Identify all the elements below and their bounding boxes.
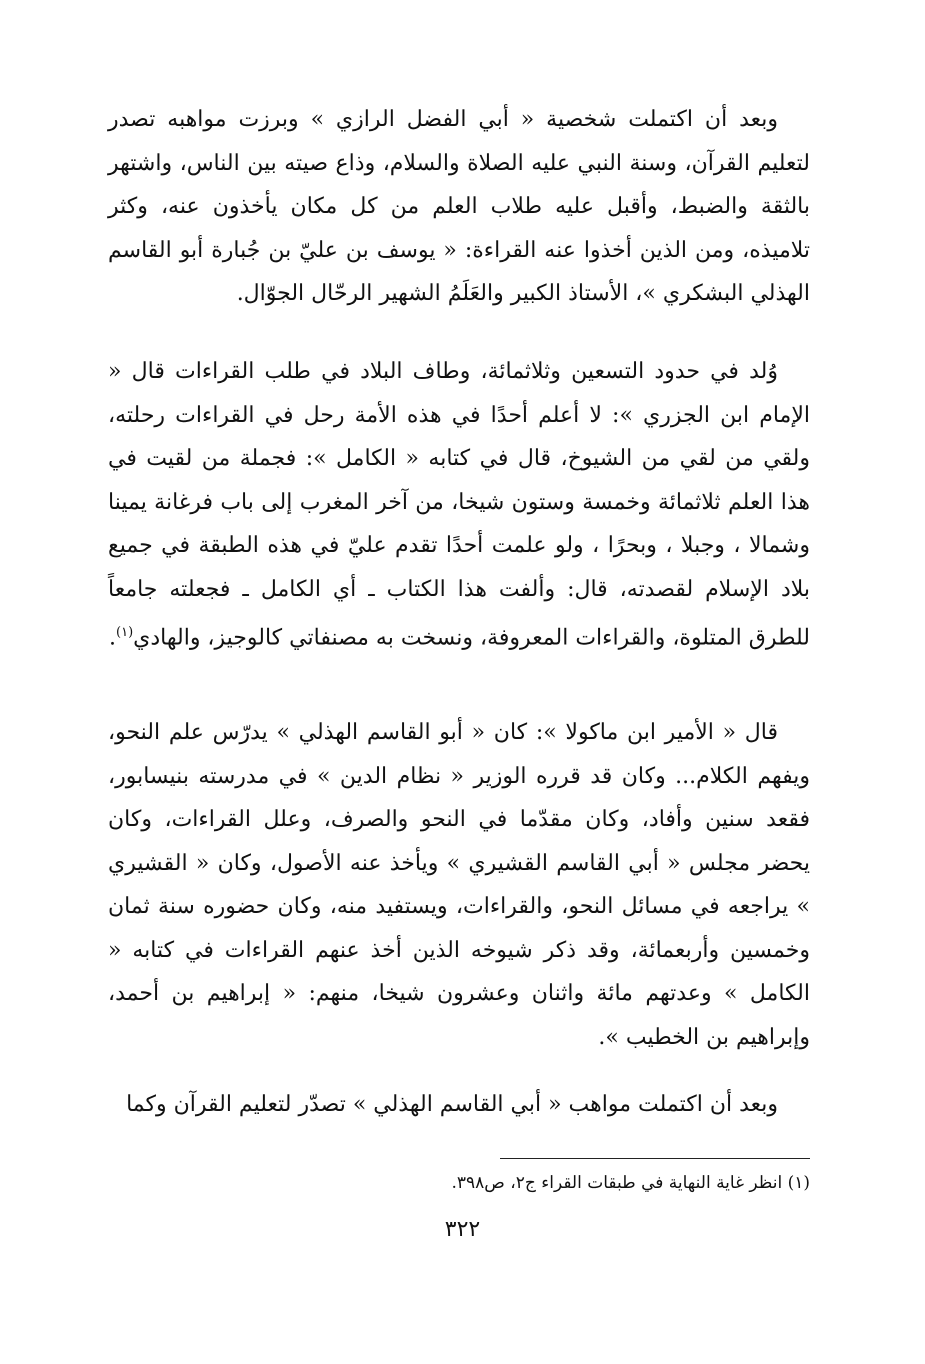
- footnote-divider: [500, 1158, 810, 1159]
- paragraph-3-text: قال « الأمير ابن ماكولا »: كان « أبو القاسم الهذلي » يدرّس علم النحو، ويفهم الكلام... وكان قد قرره الوزير « نظام الدين » في مدرسته بنيسابور، فقعد سنين وأفاد، وكان مقدّما في النحو والصرف، وعلل القراءات، وكان يحضر مجلس « أبي القاسم القشيري » ويأخذ عنه الأصول، وكان « القشيري » يراجعه في مسائل النحو، والقراءات، ويستفيد منه، وكان حضوره سنة ثمان وخمسين وأربعمائة، وقد ذكر شيوخه الذين أخذ عنهم القراءات في كتابه « الكامل » وعدتهم مائة واثنان وعشرون شيخا، منهم: « إبراهيم بن أحمد، وإبراهيم بن الخطيب ».: [108, 720, 810, 1050]
- paragraph-2-text: وُلد في حدود التسعين وثلاثمائة، وطاف البلاد في طلب القراءات قال « الإمام ابن الجزري »: لا أعلم أحدًا في هذه الأمة رحل في القراءات رحلته، ولقي من لقي من الشيوخ، قال في كتابه « الكامل »: فجملة من لقيت في هذا العلم ثلاثمائة وخمسة وستون شيخا، من آخر المغرب إلى باب فرغانة يمينا وشمالا ، وجبلا ، وبحرًا ، ولو علمت أحدًا تقدم عليّ في هذه الطبقة في جميع بلاد الإسلام لقصدته، قال: وألفت هذا الكتاب ـ أي الكامل ـ فجعلته جامعاً للطرق المتلوة، والقراءات المعروفة، ونسخت به مصنفاتي كالوجيز، والهادي: [108, 359, 810, 651]
- paragraph-4-text: وبعد أن اكتملت مواهب « أبي القاسم الهذلي » تصدّر لتعليم القرآن وكما: [126, 1092, 778, 1117]
- paragraph-3: [108, 711, 810, 1059]
- page-number: ٣٢٢: [444, 1217, 481, 1242]
- footnote-reference: (١): [116, 625, 134, 640]
- paragraph-1-text: وبعد أن اكتملت شخصية « أبي الفضل الرازي » وبرزت مواهبه تصدر لتعليم القرآن، وسنة النبي عليه الصلاة والسلام، وذاع صيته بين الناس، واشتهر بالثقة والضبط، وأقبل عليه طلاب العلم من كل مكان يأخذون عنه، وكثر تلاميذه، ومن الذين أخذوا عنه القراءة: « يوسف بن عليّ بن جُبارة أبو القاسم الهذلي البشكري »، الأستاذ الكبير والعَلَمُ الشهير الرحّال الجوّال.: [108, 107, 810, 306]
- paragraph-2: [108, 350, 810, 660]
- paragraph-2-end: .: [109, 625, 116, 651]
- footnote: (١) انظر غاية النهاية في طبقات القراء ج٢، ص٣٩٨.: [451, 1173, 810, 1193]
- paragraph-1: [108, 98, 810, 316]
- paragraph-4: [108, 1083, 810, 1127]
